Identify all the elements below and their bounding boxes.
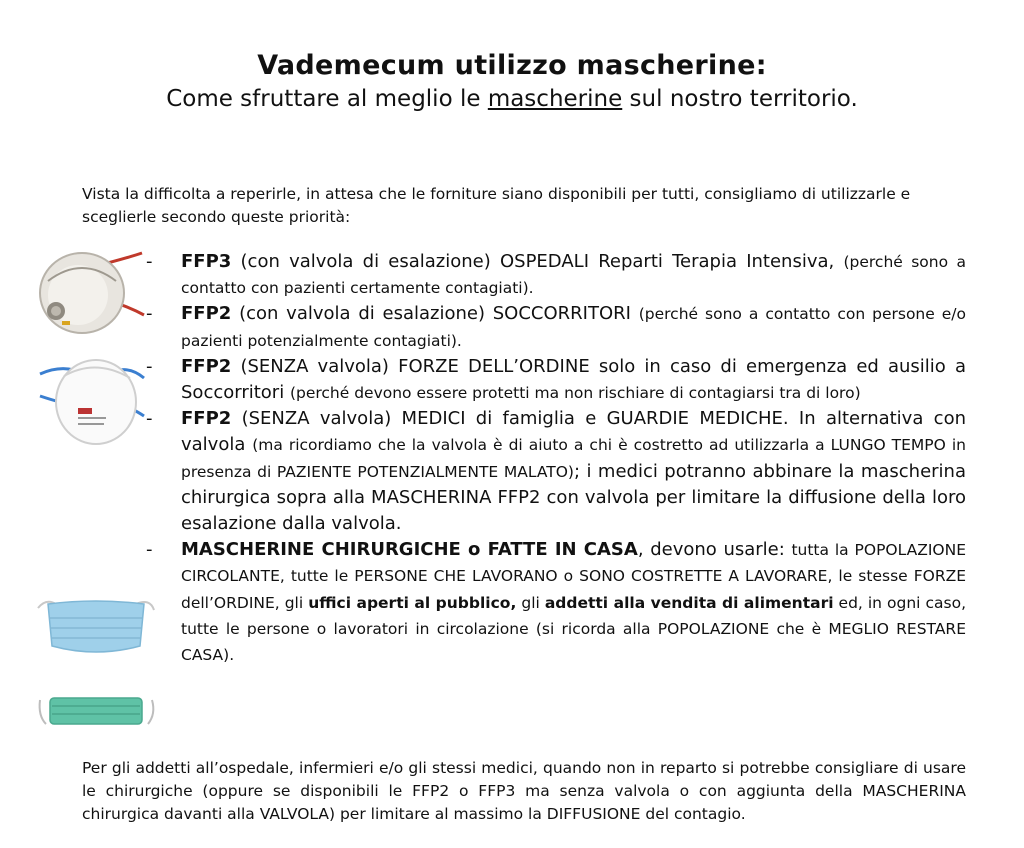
list-item <box>146 354 966 406</box>
page-title: Vademecum utilizzo mascherine: <box>257 50 767 81</box>
subtitle-underlined: mascherine <box>487 86 623 112</box>
item-bold-inline: uffici aperti al pubblico, <box>308 593 517 612</box>
ffp2-mask-icon <box>34 356 146 448</box>
list-item <box>146 406 966 537</box>
item-note: (ma ricordiamo che la valvola è di aiuto a chi è costretto ad utilizzarla a LUNGO TEMPO in presenza di PAZIENTE POTENZIALMENTE MALATO) <box>181 436 966 481</box>
surgical-mask-icon <box>34 596 158 660</box>
list-dash: - <box>146 251 153 272</box>
item-tail: ; i medici potranno abbinare la mascherina chirurgica sopra alla MASCHERINA FFP2 con valvola per limitare la diffusione della loro esalazione dalla valvola. <box>181 460 966 535</box>
page-subtitle <box>0 86 1024 112</box>
ffp3-mask-icon <box>34 245 146 337</box>
list-dash: - <box>146 539 153 561</box>
list-dash: - <box>146 303 153 325</box>
item-note: tutta la POPOLAZIONE CIRCOLANTE, tutte le PERSONE CHE LAVORANO o SONO COSTRETTE A LAVORARE, le stesse FORZE dell’ORDINE, gli <box>181 541 966 612</box>
item-bold-inline: addetti alla vendita di alimentari <box>544 593 834 612</box>
item-text: (con valvola di esalazione) SOCCORRITORI <box>231 303 639 325</box>
subtitle-post: sul nostro territorio. <box>622 86 858 112</box>
item-text: (SENZA valvola) FORZE DELL’ORDINE solo in caso di emergenza ed ausilio a Soccorritori <box>181 355 966 404</box>
item-bold: FFP2 <box>181 408 232 430</box>
item-note: ed, in ogni caso, tutte le persone o lavoratori in circolazione (si ricorda alla POPOLAZIONE che è MEGLIO RESTARE CASA). <box>181 593 966 665</box>
item-bold: FFP2 <box>181 303 232 325</box>
item-note: gli <box>516 593 545 612</box>
intro-paragraph: Vista la difficolta a reperirle, in attesa che le forniture siano disponibili per tutti, consigliamo di utilizzarle e sceglierle secondo queste priorità: <box>82 185 911 226</box>
item-note: (perché sono a contatto con pazienti certamente contagiati). <box>181 253 966 298</box>
list-item <box>146 537 966 668</box>
item-text: (SENZA valvola) MEDICI di famiglia e GUARDIE MEDICHE. In alternativa con valvola <box>181 408 966 456</box>
list-dash: - <box>146 355 153 377</box>
item-bold: FFP3 <box>181 251 232 272</box>
priority-list <box>146 249 966 668</box>
green-surgical-mask-icon <box>34 684 158 740</box>
list-item <box>146 249 966 301</box>
item-text: (con valvola di esalazione) OSPEDALI Reparti Terapia Intensiva, <box>231 251 844 272</box>
list-item <box>146 301 966 353</box>
item-bold: FFP2 <box>181 355 232 377</box>
item-note: (perché devono essere protetti ma non rischiare di contagiarsi tra di loro) <box>289 384 861 403</box>
item-note: (perché sono a contatto con persone e/o pazienti potenzialmente contagiati). <box>181 305 967 350</box>
footer-paragraph: Per gli addetti all’ospedale, infermieri e/o gli stessi medici, quando non in reparto si potrebbe consigliare di usare le chirurgiche (oppure se disponibili le FFP2 o FFP3 ma senza valvola o con aggiunta della MASCHERINA chirurgica davanti alla VALVOLA) per limitare al massimo la DIFFUSIONE del contagio. <box>82 759 966 823</box>
item-text: , devono usarle: <box>637 539 792 561</box>
item-bold: MASCHERINE CHIRURGICHE o FATTE IN CASA <box>181 539 638 561</box>
list-dash: - <box>146 408 153 430</box>
subtitle-pre: Come sfruttare al meglio le <box>166 86 488 112</box>
